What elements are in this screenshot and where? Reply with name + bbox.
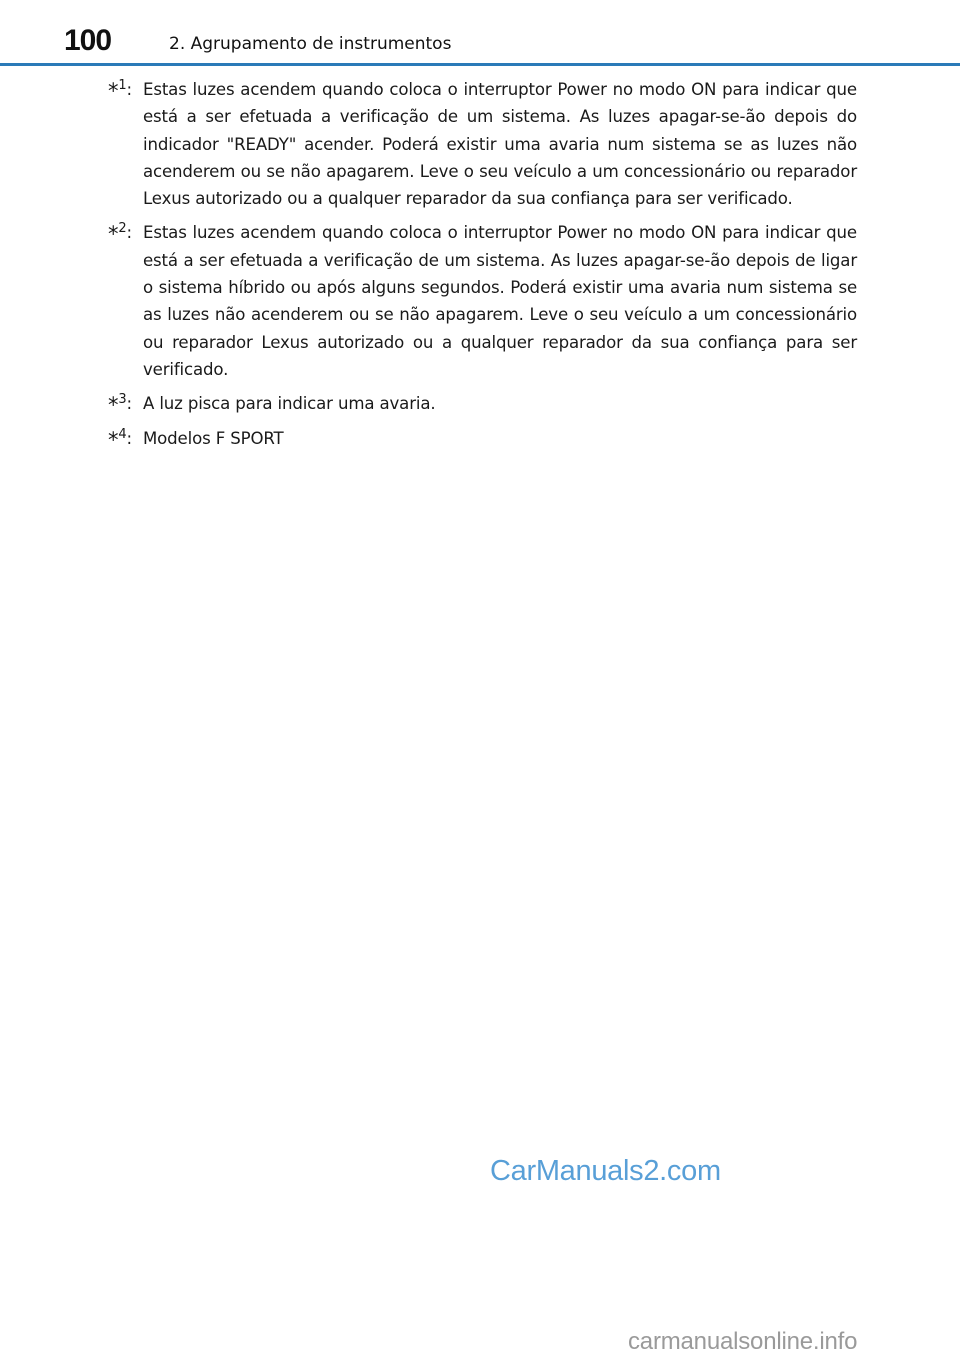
section-title: 2. Agrupamento de instrumentos	[169, 34, 452, 54]
watermark-carmanuals2: CarManuals2.com	[490, 1155, 721, 1187]
footnote-1	[100, 76, 857, 212]
footnotes-list	[100, 76, 857, 459]
footnote-4	[100, 425, 857, 452]
page-number: 100	[64, 24, 112, 57]
footnote-marker: *$^2$:	[108, 221, 132, 247]
footnote-text: Estas luzes acendem quando coloca o interruptor Power no modo ON para indicar que está a ser efetuada a verificação de um sistema. As luzes apagar-se-ão depois de ligar o sistema híbrido ou após alguns segundos. Poderá existir uma avaria num sistema se as luzes não acenderem ou se não apagarem. Leve o seu veículo a um concessionário ou reparador Lexus autorizado ou a qualquer reparador da sua confiança para ser verificado.	[143, 223, 857, 379]
footnote-text: A luz pisca para indicar uma avaria.	[143, 394, 436, 414]
footnote-marker: *$^3$:	[108, 392, 132, 418]
page-header	[0, 0, 960, 66]
footnote-marker: *$^4$:	[108, 426, 132, 452]
footnote-2	[100, 219, 857, 383]
footnote-text: Modelos F SPORT	[143, 428, 284, 448]
header-divider	[0, 63, 960, 66]
footnote-text: Estas luzes acendem quando coloca o interruptor Power no modo ON para indicar que está a ser efetuada a verificação de um sistema. As luzes apagar-se-ão depois do indicador "READY" acender. Poderá existir uma avaria num sistema se as luzes não acenderem ou se não apagarem. Leve o seu veículo a um concessionário ou reparador Lexus autorizado ou a qualquer reparador da sua confiança para ser verificado.	[143, 80, 857, 209]
watermark-carmanualsonline: carmanualsonline.info	[628, 1328, 858, 1355]
footnote-marker: *$^1$:	[108, 78, 132, 103]
footnote-3	[100, 390, 857, 417]
